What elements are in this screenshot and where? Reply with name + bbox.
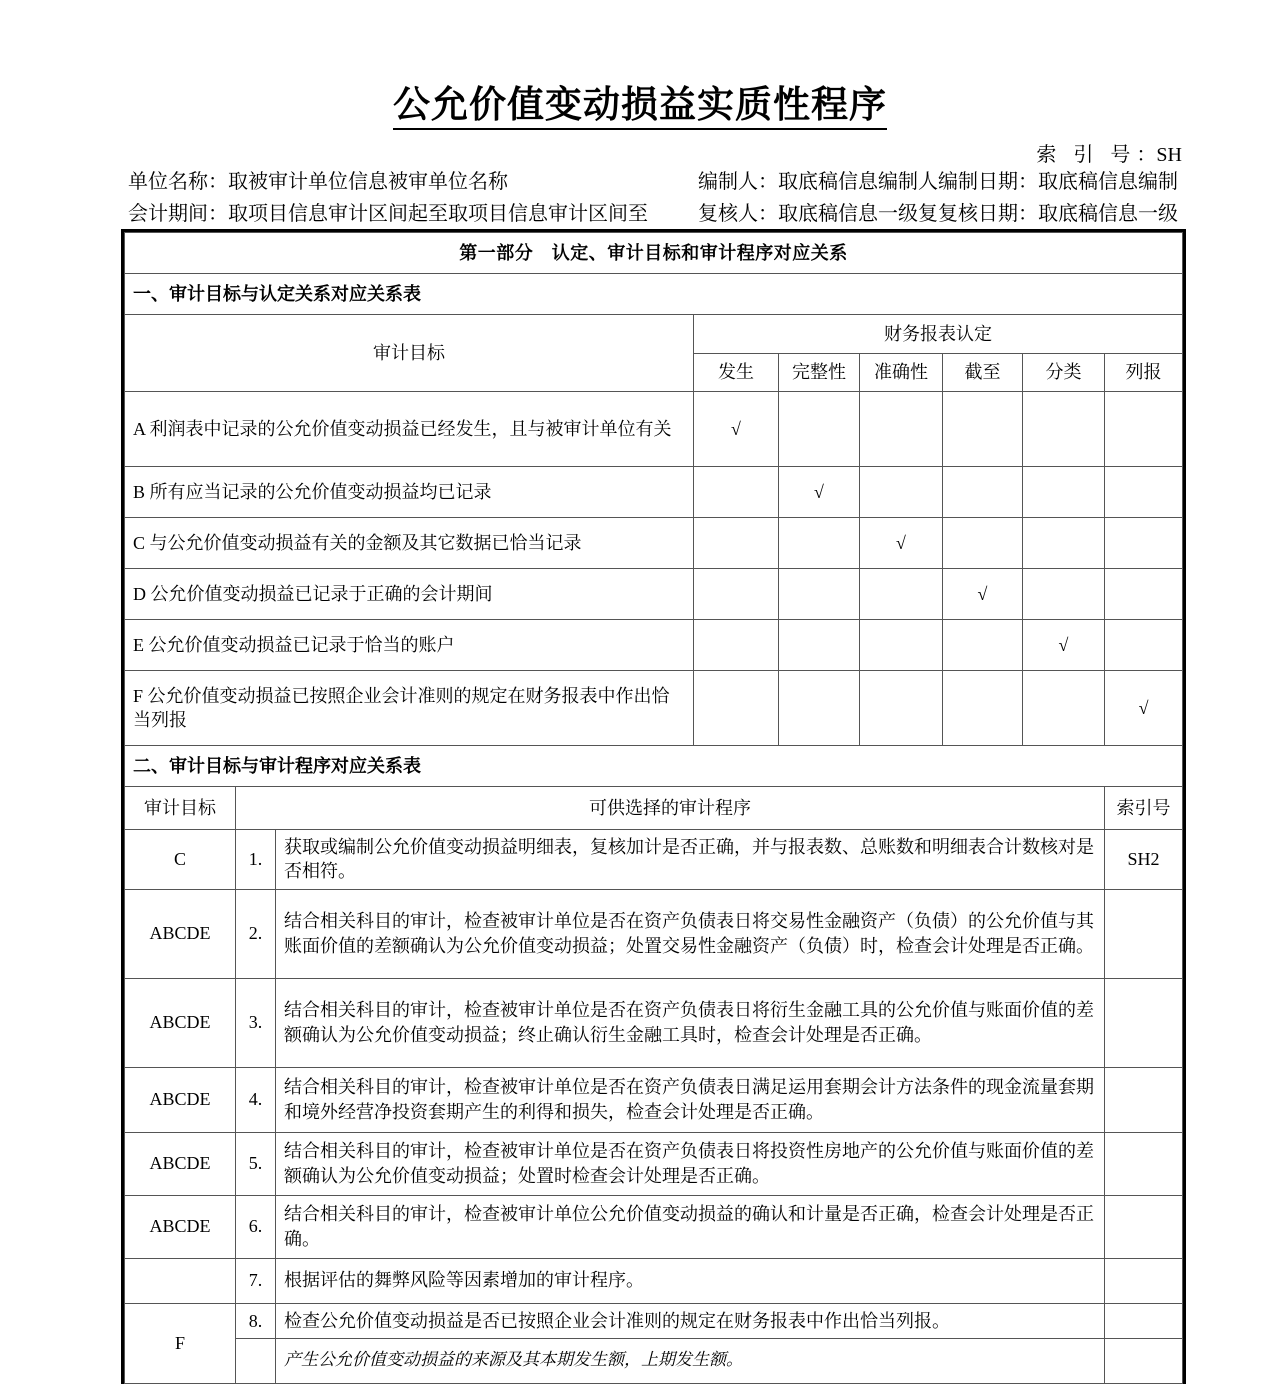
- assertion-cell-f-accuracy[interactable]: [860, 671, 943, 746]
- procedure-5-text: 结合相关科目的审计，检查被审计单位是否在资产负债表日将投资性房地产的公允价值与账面价值的差额确认为公允价值变动损益；处置时检查会计处理是否正确。: [276, 1132, 1105, 1195]
- procedure-8-text: 检查公允价值变动损益是否已按照企业会计准则的规定在财务报表中作出恰当列报。: [276, 1303, 1105, 1338]
- procedure-2-objective: ABCDE: [125, 889, 236, 978]
- assertion-cell-b-accuracy[interactable]: [860, 467, 943, 518]
- procedure-6-objective: ABCDE: [125, 1195, 236, 1258]
- table-row: [125, 830, 1183, 890]
- section-one-heading-row: [125, 274, 1183, 315]
- index-number: [1036, 138, 1182, 167]
- procedure-description-header: 可供选择的审计程序: [236, 787, 1105, 830]
- procedure-3-number: 3.: [236, 978, 276, 1067]
- page-title: [0, 84, 1280, 128]
- assertion-cell-a-classification[interactable]: [1023, 392, 1105, 467]
- assertion-cell-f-occurrence[interactable]: [694, 671, 779, 746]
- procedure-2-number: 2.: [236, 889, 276, 978]
- table-row: [125, 1303, 1183, 1338]
- assertion-objective-a: A 利润表中记录的公允价值变动损益已经发生，且与被审计单位有关: [125, 392, 694, 467]
- assertion-cell-a-completeness[interactable]: [779, 392, 860, 467]
- section-two-heading: 二、审计目标与审计程序对应关系表: [125, 746, 1183, 787]
- table-row: [125, 1258, 1183, 1303]
- procedure-7-number: 7.: [236, 1258, 276, 1303]
- table-row: [125, 569, 1183, 620]
- assertion-col-occurrence: 发生: [694, 353, 779, 392]
- assertion-cell-e-occurrence[interactable]: [694, 620, 779, 671]
- procedure-1-text: 获取或编制公允价值变动损益明细表，复核加计是否正确，并与报表数、总账数和明细表合计数核对是否相符。: [276, 830, 1105, 890]
- assertion-cell-c-completeness[interactable]: [779, 518, 860, 569]
- procedure-5-objective: ABCDE: [125, 1132, 236, 1195]
- part-one-title: 第一部分 认定、审计目标和审计程序对应关系: [125, 233, 1183, 274]
- procedure-footnote-index[interactable]: [1105, 1338, 1183, 1383]
- procedure-3-objective: ABCDE: [125, 978, 236, 1067]
- assertion-cell-f-cutoff[interactable]: [943, 671, 1023, 746]
- assertion-cell-c-presentation[interactable]: [1105, 518, 1183, 569]
- procedure-5-index[interactable]: [1105, 1132, 1183, 1195]
- procedure-footnote-text: 产生公允价值变动损益的来源及其本期发生额，上期发生额。: [276, 1338, 1105, 1383]
- section-one-heading: 一、审计目标与认定关系对应关系表: [125, 274, 1183, 315]
- procedure-8-objective: F: [125, 1303, 236, 1383]
- assertion-cell-b-classification[interactable]: [1023, 467, 1105, 518]
- procedure-5-number: 5.: [236, 1132, 276, 1195]
- procedure-6-number: 6.: [236, 1195, 276, 1258]
- assertion-tick-a-occurrence[interactable]: √: [694, 392, 779, 467]
- assertion-cell-c-occurrence[interactable]: [694, 518, 779, 569]
- assertion-cell-b-occurrence[interactable]: [694, 467, 779, 518]
- procedure-objective-header: 审计目标: [125, 787, 236, 830]
- procedure-7-index[interactable]: [1105, 1258, 1183, 1303]
- procedure-6-text: 结合相关科目的审计，检查被审计单位公允价值变动损益的确认和计量是否正确，检查会计处理是否正确。: [276, 1195, 1105, 1258]
- procedure-7-text: 根据评估的舞弊风险等因素增加的审计程序。: [276, 1258, 1105, 1303]
- assertion-objective-e: E 公允价值变动损益已记录于恰当的账户: [125, 620, 694, 671]
- procedure-4-objective: ABCDE: [125, 1067, 236, 1132]
- procedure-4-text: 结合相关科目的审计，检查被审计单位是否在资产负债表日满足运用套期会计方法条件的现金流量套期和境外经营净投资套期产生的利得和损失，检查会计处理是否正确。: [276, 1067, 1105, 1132]
- assertion-col-classification: 分类: [1023, 353, 1105, 392]
- procedure-header-row: [125, 787, 1183, 830]
- assertion-cell-d-accuracy[interactable]: [860, 569, 943, 620]
- section-two-heading-row: [125, 746, 1183, 787]
- unit-name-field: 单位名称：取被审计单位信息被审单位名称: [128, 171, 508, 193]
- table-row: [125, 1338, 1183, 1383]
- assertion-cell-b-presentation[interactable]: [1105, 467, 1183, 518]
- assertion-objective-d: D 公允价值变动损益已记录于正确的会计期间: [125, 569, 694, 620]
- procedure-7-objective: [125, 1258, 236, 1303]
- table-row: [125, 392, 1183, 467]
- table-row: [125, 978, 1183, 1067]
- assertion-cell-c-classification[interactable]: [1023, 518, 1105, 569]
- assertion-cell-e-accuracy[interactable]: [860, 620, 943, 671]
- assertion-objective-b: B 所有应当记录的公允价值变动损益均已记录: [125, 467, 694, 518]
- assertion-cell-f-classification[interactable]: [1023, 671, 1105, 746]
- assertion-tick-b-completeness[interactable]: √: [779, 467, 860, 518]
- procedure-2-index[interactable]: [1105, 889, 1183, 978]
- assertion-cell-f-completeness[interactable]: [779, 671, 860, 746]
- procedure-3-index[interactable]: [1105, 978, 1183, 1067]
- procedure-index-header: 索引号: [1105, 787, 1183, 830]
- assertion-cell-a-presentation[interactable]: [1105, 392, 1183, 467]
- procedure-4-index[interactable]: [1105, 1067, 1183, 1132]
- main-worksheet-table: [124, 232, 1183, 1384]
- procedure-1-objective: C: [125, 830, 236, 890]
- procedure-1-number: 1.: [236, 830, 276, 890]
- procedure-1-index[interactable]: SH2: [1105, 830, 1183, 890]
- table-row: [125, 467, 1183, 518]
- assertion-header-row-1: [125, 315, 1183, 354]
- assertion-cell-a-accuracy[interactable]: [860, 392, 943, 467]
- assertion-cell-b-cutoff[interactable]: [943, 467, 1023, 518]
- procedure-8-number: 8.: [236, 1303, 276, 1338]
- procedure-4-number: 4.: [236, 1067, 276, 1132]
- table-row: [125, 889, 1183, 978]
- assertion-tick-d-cutoff[interactable]: √: [943, 569, 1023, 620]
- assertion-cell-d-classification[interactable]: [1023, 569, 1105, 620]
- table-row: [125, 1132, 1183, 1195]
- assertion-col-cutoff: 截至: [943, 353, 1023, 392]
- index-number-value: ：SH: [1136, 144, 1182, 166]
- part-one-title-row: [125, 233, 1183, 274]
- header-meta-left: [128, 166, 698, 230]
- page-title-text: 公允价值变动损益实质性程序: [393, 85, 887, 130]
- procedure-8-index[interactable]: [1105, 1303, 1183, 1338]
- procedure-6-index[interactable]: [1105, 1195, 1183, 1258]
- assertion-cell-e-cutoff[interactable]: [943, 620, 1023, 671]
- procedure-2-text: 结合相关科目的审计，检查被审计单位是否在资产负债表日将交易性金融资产（负债）的公允价值与其账面价值的差额确认为公允价值变动损益；处置交易性金融资产（负债）时，检查会计处理是否正确。: [276, 889, 1105, 978]
- assertion-objective-f: F 公允价值变动损益已按照企业会计准则的规定在财务报表中作出恰当列报: [125, 671, 694, 746]
- header-meta-right: [698, 166, 1280, 230]
- assertion-tick-f-presentation[interactable]: √: [1105, 671, 1183, 746]
- assertion-tick-c-accuracy[interactable]: √: [860, 518, 943, 569]
- assertion-cell-c-cutoff[interactable]: [943, 518, 1023, 569]
- table-row: [125, 518, 1183, 569]
- assertion-cell-d-presentation[interactable]: [1105, 569, 1183, 620]
- procedure-3-text: 结合相关科目的审计，检查被审计单位是否在资产负债表日将衍生金融工具的公允价值与账面价值的差额确认为公允价值变动损益；终止确认衍生金融工具时，检查会计处理是否正确。: [276, 978, 1105, 1067]
- accounting-period-field: 会计期间：取项目信息审计区间起至取项目信息审计区间至: [128, 203, 648, 225]
- assertion-cell-d-occurrence[interactable]: [694, 569, 779, 620]
- preparer-field: 编制人：取底稿信息编制人编制日期：取底稿信息编制: [698, 171, 1178, 193]
- assertion-col-presentation: 列报: [1105, 353, 1183, 392]
- assertion-group-header: 财务报表认定: [694, 315, 1183, 354]
- table-row: [125, 1067, 1183, 1132]
- reviewer-field: 复核人：取底稿信息一级复复核日期：取底稿信息一级: [698, 203, 1178, 225]
- procedure-footnote-number: [236, 1338, 276, 1383]
- assertion-objective-c: C 与公允价值变动损益有关的金额及其它数据已恰当记录: [125, 518, 694, 569]
- assertion-col-accuracy: 准确性: [860, 353, 943, 392]
- assertion-col-completeness: 完整性: [779, 353, 860, 392]
- index-number-label: 索 引 号: [1036, 144, 1137, 166]
- assertion-cell-a-cutoff[interactable]: [943, 392, 1023, 467]
- table-row: [125, 620, 1183, 671]
- assertion-cell-d-completeness[interactable]: [779, 569, 860, 620]
- table-row: [125, 1195, 1183, 1258]
- table-row: [125, 671, 1183, 746]
- header-meta: [0, 166, 1280, 230]
- assertion-tick-e-classification[interactable]: √: [1023, 620, 1105, 671]
- assertion-cell-e-completeness[interactable]: [779, 620, 860, 671]
- assertion-objective-header: 审计目标: [125, 315, 694, 392]
- assertion-cell-e-presentation[interactable]: [1105, 620, 1183, 671]
